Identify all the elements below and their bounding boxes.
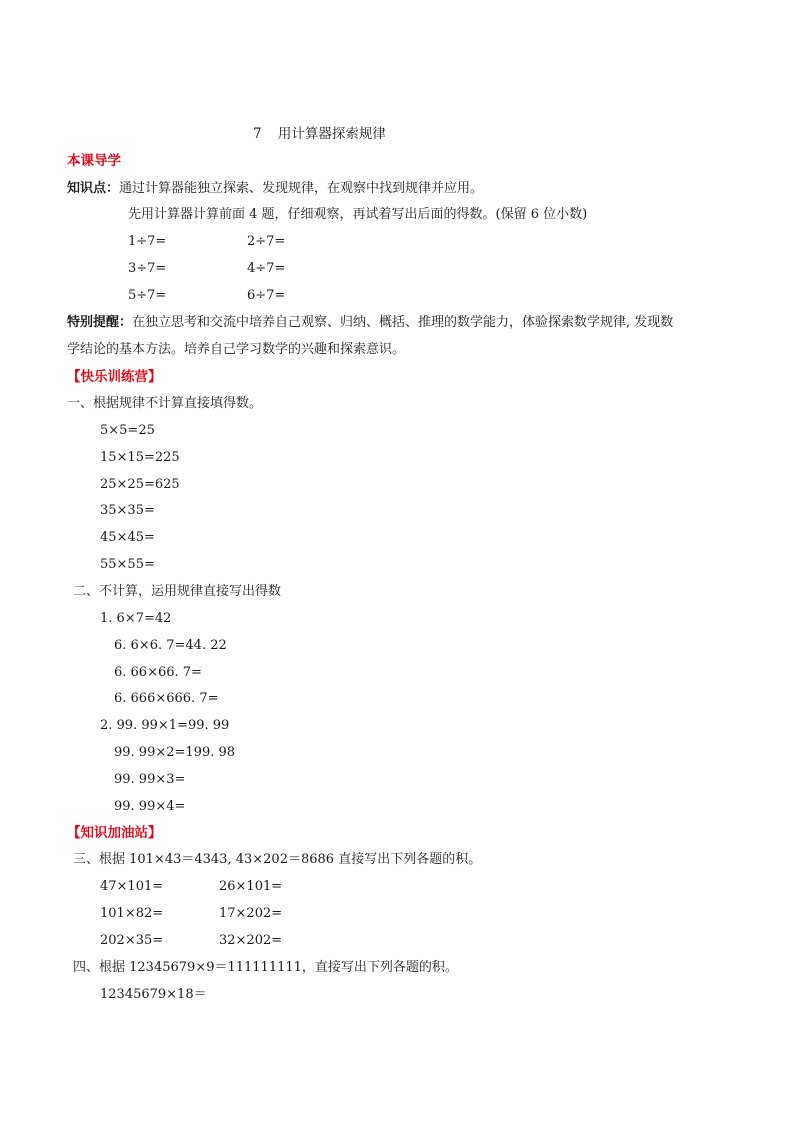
q2-item: 99. 99×3= bbox=[114, 772, 186, 787]
division-row bbox=[128, 261, 286, 277]
q3-item: 101×82= bbox=[100, 906, 164, 921]
division-item: 1÷7= bbox=[128, 234, 167, 249]
division-item: 5÷7= bbox=[128, 288, 167, 303]
q1-item: 55×55= bbox=[100, 557, 155, 572]
question-2-prompt: 二、不计算，运用规律直接写出得数 bbox=[73, 584, 282, 599]
q3-row bbox=[100, 906, 283, 922]
division-item: 4÷7= bbox=[247, 261, 286, 276]
q2-item: 2. 99. 99×1=99. 99 bbox=[100, 718, 230, 733]
q3-item: 47×101= bbox=[100, 879, 164, 894]
q3-row bbox=[100, 933, 283, 949]
section-heading-guide: 本课导学 bbox=[67, 153, 121, 169]
q2-item: 1. 6×7=42 bbox=[100, 611, 172, 626]
question-3-prompt: 三、根据 101×43＝4343, 43×202＝8686 直接写出下列各题的积。 bbox=[73, 852, 482, 867]
section-heading-practice: 【快乐训练营】 bbox=[67, 369, 162, 385]
section-heading-extra: 【知识加油站】 bbox=[67, 825, 162, 841]
title-text: 用计算器探索规律 bbox=[277, 126, 386, 142]
reminder-text-line1: 在独立思考和交流中培养自己观察、归纳、概括、推理的数学能力，体验探索数学规律, 发现数 bbox=[132, 315, 674, 330]
page-title bbox=[253, 126, 386, 142]
q1-item: 5×5=25 bbox=[100, 423, 155, 438]
instruction-text: 先用计算器计算前面 4 题，仔细观察，再试着写出后面的得数。(保留 6 位小数) bbox=[128, 207, 588, 222]
q2-item: 6. 6×6. 7=44. 22 bbox=[114, 638, 227, 653]
q1-item: 25×25=625 bbox=[100, 477, 180, 492]
q3-item: 32×202= bbox=[219, 933, 283, 948]
q2-item: 99. 99×4= bbox=[114, 799, 186, 814]
knowledge-label: 知识点： bbox=[67, 181, 120, 196]
division-item: 3÷7= bbox=[128, 261, 167, 276]
q3-item: 17×202= bbox=[219, 906, 283, 921]
question-4-prompt: 四、根据 12345679×9＝111111111，直接写出下列各题的积。 bbox=[73, 960, 458, 975]
title-number: 7 bbox=[253, 126, 262, 142]
division-item: 6÷7= bbox=[247, 288, 286, 303]
q2-item: 6. 66×66. 7= bbox=[114, 665, 202, 680]
division-row bbox=[128, 288, 286, 304]
q4-item: 12345679×18＝ bbox=[100, 987, 207, 1002]
q1-item: 35×35= bbox=[100, 503, 155, 518]
reminder-text-line2: 学结论的基本方法。培养自己学习数学的兴趣和探索意识。 bbox=[67, 342, 406, 357]
q2-item: 99. 99×2=199. 98 bbox=[114, 745, 236, 760]
knowledge-text: 通过计算器能独立探索、发现规律，在观察中找到规律并应用。 bbox=[119, 181, 484, 196]
question-1-prompt: 一、根据规律不计算直接填得数。 bbox=[67, 396, 263, 411]
q3-item: 202×35= bbox=[100, 933, 164, 948]
division-item: 2÷7= bbox=[247, 234, 286, 249]
q2-item: 6. 666×666. 7= bbox=[114, 691, 219, 706]
knowledge-point bbox=[67, 181, 483, 197]
q1-item: 15×15=225 bbox=[100, 450, 180, 465]
reminder-label: 特别提醒： bbox=[67, 315, 133, 330]
q3-row bbox=[100, 879, 283, 895]
q1-item: 45×45= bbox=[100, 530, 155, 545]
special-reminder bbox=[67, 315, 673, 331]
division-row bbox=[128, 234, 286, 250]
q3-item: 26×101= bbox=[219, 879, 283, 894]
